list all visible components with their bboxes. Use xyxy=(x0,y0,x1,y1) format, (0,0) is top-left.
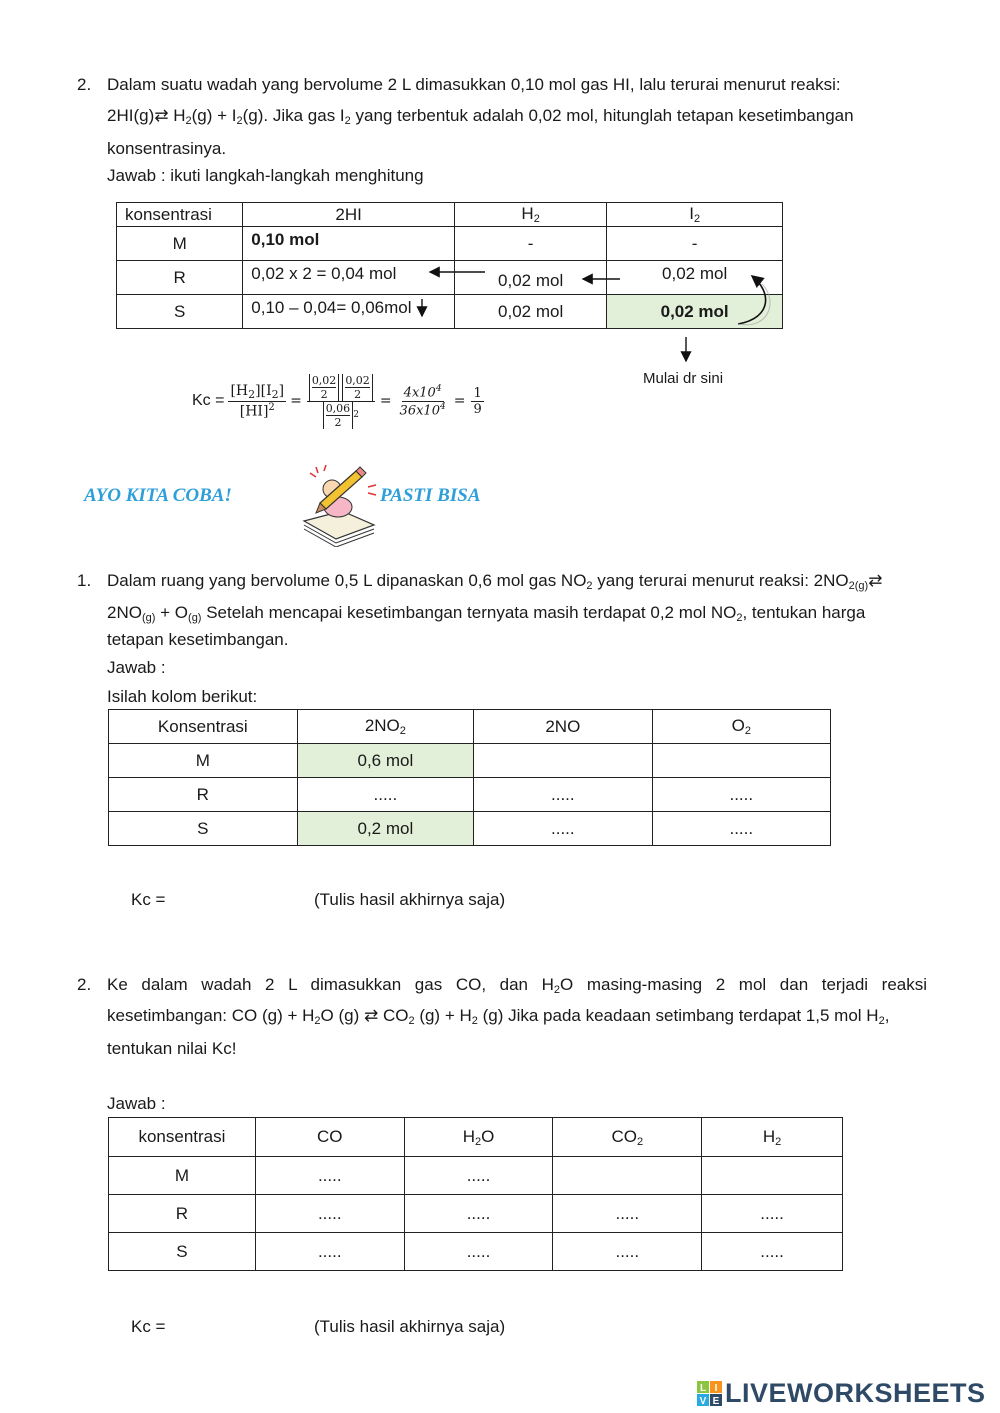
banner-left-text: AYO KITA COBA! xyxy=(84,485,232,506)
liveworksheets-logo[interactable] xyxy=(697,1378,986,1409)
example-row-s-2hi: 0,10 – 0,04= 0,06mol xyxy=(243,295,455,329)
example-header-konsentrasi: konsentrasi xyxy=(117,203,243,227)
example-answer-intro: Jawab : ikuti langkah-langkah menghitung xyxy=(107,166,424,185)
logo-letter-e: E xyxy=(712,1395,720,1407)
q1-header-2no: 2NO xyxy=(474,710,652,744)
q2-kc-input[interactable] xyxy=(170,1311,300,1341)
example-row-r-i2: 0,02 mol xyxy=(607,261,783,295)
q2-row-r-co-input[interactable]: ..... xyxy=(255,1195,404,1233)
example-row-s-i2: 0,02 mol xyxy=(607,295,783,329)
q1-header-2no2: $2NO_2$ xyxy=(297,710,473,744)
q1-header-konsentrasi: Konsentrasi xyxy=(109,710,298,744)
example-start-note: Mulai dr sini xyxy=(643,370,724,387)
q2-kc-hint: (Tulis hasil akhirnya saja) xyxy=(314,1317,506,1336)
q2-header-co2: $CO_2$ xyxy=(553,1118,702,1157)
q2-row-s-h2o-input[interactable]: ..... xyxy=(404,1233,553,1271)
q1-row-s-o2-input[interactable]: ..... xyxy=(652,812,830,846)
example-header-h2: $H_2$ xyxy=(455,203,607,227)
example-kc-formula: Kc = $\frac{[H_2][I_2]}{[HI]^2}$ = 0,02 2 0,02 2 0,06 2 2 = $\frac{4x10^4}{36x10^4}$ = $\frac{1}{9}$ xyxy=(192,373,482,429)
q1-row-r-2no-input[interactable]: ..... xyxy=(474,778,652,812)
q2-table xyxy=(108,1117,843,1271)
q1-answer-label: Jawab : xyxy=(107,658,166,677)
example-row-m-h2: - xyxy=(455,227,607,261)
q2-row-m-co-input[interactable]: ..... xyxy=(255,1157,404,1195)
logo-letter-v: V xyxy=(699,1395,707,1407)
q2-answer-label: Jawab : xyxy=(107,1094,166,1113)
q1-row-s-2no2: 0,2 mol xyxy=(297,812,473,846)
example-row-r-2hi: 0,02 x 2 = 0,04 mol xyxy=(243,261,455,295)
q1-text-line1: Dalam ruang yang bervolume 0,5 L dipanaskan 0,6 mol gas $NO_2$ yang terurai menurut reaksi: $2NO_{2(g)}⇄$ xyxy=(107,571,883,592)
q2-row-m-h2-input[interactable] xyxy=(702,1157,843,1195)
q1-row-r-2no2-input[interactable]: ..... xyxy=(297,778,473,812)
example-header-i2: $I_2$ xyxy=(607,203,783,227)
q1-row-m-o2-input[interactable] xyxy=(652,744,830,778)
q2-row-s-h2-input[interactable]: ..... xyxy=(702,1233,843,1271)
liveworksheets-logo-icon xyxy=(697,1381,723,1407)
q1-number: 1. xyxy=(77,571,92,590)
q1-header-o2: $O_2$ xyxy=(652,710,830,744)
pencil-writing-icon xyxy=(296,463,382,547)
q2-header-h2: $H_2$ xyxy=(702,1118,843,1157)
q2-row-r-h2-input[interactable]: ..... xyxy=(702,1195,843,1233)
q1-kc-hint: (Tulis hasil akhirnya saja) xyxy=(314,890,506,909)
example-row-m-label: M xyxy=(117,227,243,261)
q1-row-m-2no-input[interactable] xyxy=(474,744,652,778)
logo-letter-l: L xyxy=(699,1382,707,1394)
example-row-s-label: S xyxy=(117,295,243,329)
q2-header-konsentrasi: konsentrasi xyxy=(109,1118,256,1157)
example-number: 2. xyxy=(77,75,92,94)
example-text-line3: konsentrasinya. xyxy=(107,139,227,158)
curved-arrow-s-to-r xyxy=(738,276,766,324)
q2-row-s-label: S xyxy=(109,1233,256,1271)
q2-header-co: CO xyxy=(255,1118,404,1157)
q2-row-m-label: M xyxy=(109,1157,256,1195)
example-text-line2: 2HI(g)⇄ $H_2(g) + I_2(g)$. Jika gas $I_2$ yang terbentuk adalah 0,02 mol, hitunglah tetapan kesetimbangan xyxy=(107,106,854,127)
q1-kc-label: Kc = xyxy=(131,890,166,909)
example-header-2hi: 2HI xyxy=(243,203,455,227)
liveworksheets-logo-text: LIVEWORKSHEETS xyxy=(725,1378,986,1408)
example-row-r-label: R xyxy=(117,261,243,295)
q2-text-line3: tentukan nilai Kc! xyxy=(107,1039,237,1058)
q2-kc-label: Kc = xyxy=(131,1317,166,1336)
q2-row-s-co2-input[interactable]: ..... xyxy=(553,1233,702,1271)
q2-text-line2: kesetimbangan: CO $(g) + H_2O$ (g) ⇄ $CO_2$ $(g) + H_2$ (g) Jika pada keadaan setimbang terdapat 1,5 mol $H_2$, xyxy=(107,1006,890,1027)
q2-header-h2o: $H_2O$ xyxy=(404,1118,553,1157)
banner-right-text: PASTI BISA xyxy=(380,485,481,506)
example-arrows xyxy=(0,0,1000,400)
q1-kc-input[interactable] xyxy=(170,884,300,914)
q2-number: 2. xyxy=(77,975,92,994)
q2-row-r-h2o-input[interactable]: ..... xyxy=(404,1195,553,1233)
q1-row-r-o2-input[interactable]: ..... xyxy=(652,778,830,812)
q2-row-r-co2-input[interactable]: ..... xyxy=(553,1195,702,1233)
q1-row-s-2no-input[interactable]: ..... xyxy=(474,812,652,846)
logo-letter-i: I xyxy=(714,1382,718,1394)
q1-text-line3: tetapan kesetimbangan. xyxy=(107,630,289,649)
q1-row-r-label: R xyxy=(109,778,298,812)
q1-fill-instruction: Isilah kolom berikut: xyxy=(107,687,258,706)
example-row-m-2hi: 0,10 mol xyxy=(243,227,455,261)
q2-row-s-co-input[interactable]: ..... xyxy=(255,1233,404,1271)
q2-text-line1: Ke dalam wadah 2 L dimasukkan gas CO, dan $H_2O$ masing-masing 2 mol dan terjadi reaksi xyxy=(107,975,928,996)
q2-row-r-label: R xyxy=(109,1195,256,1233)
q1-row-m-2no2: 0,6 mol xyxy=(297,744,473,778)
q1-table xyxy=(108,709,831,846)
q1-row-s-label: S xyxy=(109,812,298,846)
example-row-m-i2: - xyxy=(607,227,783,261)
q1-row-m-label: M xyxy=(109,744,298,778)
example-row-r-h2: 0,02 mol xyxy=(455,261,607,295)
q2-row-m-co2-input[interactable] xyxy=(553,1157,702,1195)
example-row-s-h2: 0,02 mol xyxy=(455,295,607,329)
q1-text-line2: $2NO_{(g)} + O_{(g)}$ Setelah mencapai kesetimbangan ternyata masih terdapat 0,2 mol $NO_2$, tentukan harga xyxy=(107,603,866,624)
q2-row-m-h2o-input[interactable]: ..... xyxy=(404,1157,553,1195)
example-text-line1: Dalam suatu wadah yang bervolume 2 L dimasukkan 0,10 mol gas HI, lalu terurai menurut reaksi: xyxy=(107,75,841,94)
